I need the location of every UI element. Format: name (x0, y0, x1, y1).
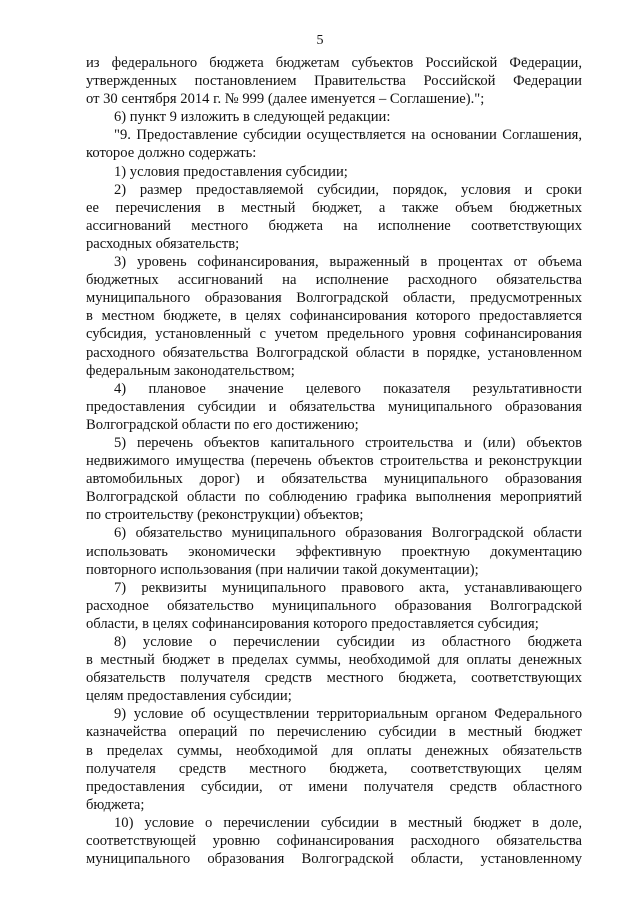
text-line: предоставления субсидии, от имени получателя средств областного (86, 778, 582, 795)
text-line: в пределах суммы, необходимой для оплаты денежных обязательств (86, 742, 582, 759)
text-line: 6) обязательство муниципального образования Волгоградской области (114, 525, 582, 542)
text-line: 9) условие об осуществлении территориальным органом Федерального (114, 706, 582, 723)
text-line: муниципального образования Волгоградской области, установленному (86, 851, 582, 868)
text-line: федеральным законодательством; (86, 362, 295, 379)
text-line: расходного обязательства Волгоградской области в порядке, установленном (86, 344, 582, 361)
text-line: "9. Предоставление субсидии осуществляется на основании Соглашения, (114, 127, 582, 144)
text-line: использовать экономически эффективную проектную документацию (86, 543, 582, 560)
text-line: в местном бюджете, в целях софинансирования которого предоставляется (86, 308, 582, 325)
text-line: 5) перечень объектов капитального строительства и (или) объектов (114, 434, 582, 451)
page-number: 5 (316, 33, 324, 48)
text-line: которое должно содержать: (86, 145, 257, 162)
text-line: 7) реквизиты муниципального правового акта, устанавливающего (114, 579, 582, 596)
text-line: муниципального образования Волгоградской области, предусмотренных (86, 290, 582, 307)
text-line: предоставления субсидии и обязательства муниципального образования (86, 398, 582, 415)
text-line: обязательств получателя средств местного бюджета, соответствующих (86, 670, 582, 687)
text-line: от 30 сентября 2014 г. № 999 (далее именуется – Соглашение)."; (86, 91, 485, 108)
text-line: Волгоградской области по соблюдению графика выполнения мероприятий (86, 489, 582, 506)
text-line: субсидия, установленный с учетом предельного уровня софинансирования (86, 326, 582, 343)
text-line: бюджета; (86, 796, 145, 813)
text-line: 1) условия предоставления субсидии; (114, 163, 348, 180)
text-line: ассигнований местного бюджета на исполнение соответствующих (86, 217, 582, 234)
text-line: 10) условие о перечислении субсидии в местный бюджет в доле, (114, 814, 582, 831)
text-line: по строительству (реконструкции) объектов; (86, 507, 364, 524)
text-line: получателя средств местного бюджета, соответствующих целям (86, 760, 582, 777)
text-line: 3) уровень софинансирования, выраженный в процентах от объема (114, 254, 582, 271)
text-line: Волгоградской области по его достижению; (86, 416, 359, 433)
text-line: из федерального бюджета бюджетам субъектов Российской Федерации, (86, 55, 582, 71)
document-body (86, 54, 582, 868)
text-line: ее перечисления в местный бюджет, а также объем бюджетных (86, 199, 582, 216)
text-line: области, в целях софинансирования которого предоставляется субсидия; (86, 615, 539, 632)
text-line: 8) условие о перечислении субсидии из областного бюджета (114, 634, 582, 650)
text-line: целям предоставления субсидии; (86, 688, 292, 705)
text-line: казначейства операций по перечислению субсидии в местный бюджет (86, 724, 582, 741)
text-line: утвержденных постановлением Правительства Российской Федерации (86, 73, 582, 90)
text-line: автомобильных дорог) и обязательства муниципального образования (86, 471, 582, 488)
text-line: расходное обязательство муниципального образования Волгоградской (86, 597, 582, 614)
text-line: недвижимого имущества (перечень объектов строительства и реконструкции (86, 453, 582, 470)
text-line: 2) размер предоставляемой субсидии, порядок, условия и сроки (114, 181, 582, 198)
text-line: в местный бюджет в пределах суммы, необходимой для оплаты денежных (86, 652, 582, 669)
text-line: 6) пункт 9 изложить в следующей редакции: (114, 109, 391, 126)
text-line: соответствующей уровню софинансирования расходного обязательства (86, 833, 582, 850)
text-line: бюджетных ассигнований на исполнение расходного обязательства (86, 272, 582, 289)
text-line: 4) плановое значение целевого показателя результативности (114, 380, 582, 397)
text-line: расходных обязательств; (86, 235, 240, 252)
text-line: повторного использования (при наличии такой документации); (86, 561, 479, 578)
